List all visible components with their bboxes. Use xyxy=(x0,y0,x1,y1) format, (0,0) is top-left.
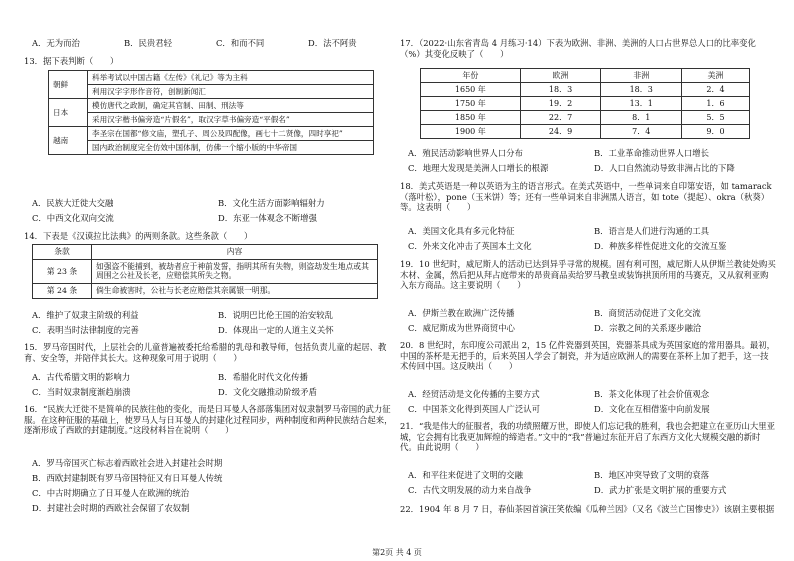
q20-stem: 20．8 世纪时，东印度公司派出 2，15 亿件瓷器到英国，瓷器茶具成为英国家庭的常用器具。最初，中国的茶杯是无把手的，后来英国人学会了制瓷，并为适应欧洲人的需要在茶杯上加了把手，这一技术传回中国。这反映出（ ） xyxy=(400,340,775,371)
q18-option-d: D．种族多样性促进文化的交流互鉴 xyxy=(594,241,727,251)
q17-option-d: D．人口自然流动导致非洲占比的下降 xyxy=(594,163,735,173)
table-cell: 1900 年 xyxy=(421,125,521,139)
q20-option-a: A．经贸活动是文化传播的主要方式 xyxy=(408,389,540,399)
table-header: 内容 xyxy=(92,245,378,260)
q19-option-c: C．威尼斯成为世界商贸中心 xyxy=(408,323,515,333)
q21-option-c: C．古代文明发展的动力来自战争 xyxy=(408,485,532,495)
q20-option-d: D．文化在互相借鉴中向前发展 xyxy=(594,404,710,414)
q20-option-c: C．中国茶文化得到英国人广泛认可 xyxy=(408,404,541,414)
q20-options-cd xyxy=(408,404,780,415)
q14-table xyxy=(32,244,378,299)
q14-option-b: B．说明巴比伦王国的治安较乱 xyxy=(218,310,334,320)
table-cell: 9．0 xyxy=(682,125,750,139)
q21-option-d: D．武力扩张是文明扩展的重要方式 xyxy=(594,485,727,495)
q17-option-b: B．工业革命推动世界人口增长 xyxy=(594,148,710,158)
q14-options-cd xyxy=(32,325,404,336)
q20-option-b: B．茶文化体现了社会价值观念 xyxy=(594,389,710,399)
table-cell: 采用汉字楷书偏旁造“片假名”，取汉字草书偏旁造“平假名” xyxy=(88,113,374,127)
content-cell: 如强盗不能捕到，被劫者应于神前发誓，指明其所有失物，则盗劫发生地点或其周围之公社及长老，应赔偿其所失之物。 xyxy=(92,259,378,283)
table-header: 欧洲 xyxy=(520,69,601,83)
q17-option-c: C．地理大发现是美洲人口增长的根源 xyxy=(408,163,549,173)
q18-option-b: B．语言是人们进行沟通的工具 xyxy=(594,226,710,236)
q15-option-c: C．当时奴隶制度渐趋崩溃 xyxy=(32,387,131,397)
q17-table xyxy=(420,68,750,139)
table-cell: 李圣宗在国都“修文庙，塑孔子、周公及四配像，画七十二贤像，四时享祀” xyxy=(88,127,374,141)
q15-options-cd xyxy=(32,387,404,398)
table-cell: 科举考试以中国古籍《左传》《礼记》等为主科 xyxy=(88,71,374,85)
q16-option-d: D．封建社会时期的西欧社会保留了农奴制 xyxy=(32,503,190,513)
q12-options xyxy=(32,38,400,49)
table-cell: 5．5 xyxy=(682,111,750,125)
q13-options-ab xyxy=(32,198,404,209)
q18-option-a: A．美国文化具有多元化特征 xyxy=(408,226,515,236)
table-header: 年份 xyxy=(421,69,521,83)
q18-option-c: C．外来文化冲击了英国本土文化 xyxy=(408,241,532,251)
table-cell: 19．2 xyxy=(520,97,601,111)
q12-option-b: B．民贵君轻 xyxy=(124,38,173,48)
q13-option-b: B．文化生活方面影响辐射力 xyxy=(218,198,325,208)
q21-option-b: B．地区冲突导致了文明的衰落 xyxy=(594,470,710,480)
q15-option-a: A．古代希腊文明的影响力 xyxy=(32,372,131,382)
q22-stem: 22．1904 年 8 月 7 日，春仙茶园首演汪笑侬编《瓜种兰因》（又名《波兰亡国惨史》）该剧主要根据 xyxy=(400,504,775,514)
table-cell: 24．9 xyxy=(520,125,601,139)
q21-options-ab xyxy=(408,470,780,481)
table-header: 非洲 xyxy=(601,69,682,83)
q17-options-cd xyxy=(408,163,780,174)
q16-option-a: A．罗马帝国灭亡标志着西欧社会进入封建社会时期 xyxy=(32,458,223,468)
q17-stem: 17．（2022·山东省青岛 4 月练习·14）下表为欧洲、非洲、美洲的人口占世界总人口的比率变化（%）其变化反映了（ ） xyxy=(400,38,756,59)
table-cell: 7．4 xyxy=(601,125,682,139)
table-cell: 1650 年 xyxy=(421,83,521,97)
q15-option-d: D．文化交融推动阶级矛盾 xyxy=(218,387,317,397)
q16-option-b: B．西欧封建制既有罗马帝国特征又有日耳曼人传统 xyxy=(32,473,223,483)
q19-stem: 19．10 世纪时，威尼斯人的活动已达到异乎寻常的规模。固有利可图，威尼斯人从伊斯兰教徒处购买木材、金属，然后把从拜占庭带来的昂贵商品卖给罗马教皇或装饰拱顶所用的马赛克，又从叙利亚购入东方商品。这主要说明（ ） xyxy=(400,259,776,290)
q17-options-ab xyxy=(408,148,780,159)
q13-table xyxy=(48,70,374,155)
country-cell: 越南 xyxy=(49,127,88,155)
q20-options-ab xyxy=(408,389,780,400)
q13-stem: 13．据下表判断（ ） xyxy=(24,56,119,66)
table-cell: 模仿唐代之政制，确定其官制、田制、刑法等 xyxy=(88,99,374,113)
q14-option-d: D．体现出一定的人道主义关怀 xyxy=(218,325,334,335)
q16-stem: 16．“民族大迁徙不是简单的民族往他的变化，而是日耳曼人各部落集团对奴隶制罗马帝国的武力征服。在这种征服的基础上，使罗马人与日耳曼人的封建化过程同步，两种制度和两种民族结合起来，逐渐形成了西欧的封建制度。”这段材料旨在说明（ ） xyxy=(24,404,393,435)
q13-option-a: A．民族大迁徙大交融 xyxy=(32,198,114,208)
q18-options-cd xyxy=(408,241,780,252)
q16-option-c: C．中古时期确立了日耳曼人在欧洲的统治 xyxy=(32,488,190,498)
q21-options-cd xyxy=(408,485,780,496)
q12-option-c: C．和而不同 xyxy=(216,38,265,48)
q19-options-ab xyxy=(408,308,780,319)
q12-option-d: D．法不阿贵 xyxy=(308,38,357,48)
q19-option-a: A．伊斯兰教在欧洲广泛传播 xyxy=(408,308,515,318)
page-footer: 第2页 共 4 页 xyxy=(372,548,422,557)
table-header: 条款 xyxy=(33,245,92,260)
q14-option-c: C．表明当时法律制度的完善 xyxy=(32,325,139,335)
q19-options-cd xyxy=(408,323,780,334)
country-cell: 日本 xyxy=(49,99,88,127)
q21-stem: 21．“我是伟大的征服者，我的功绩照耀万世，即使人们忘记我的胜利，我也会把建立在亚历山大里亚城，它会拥有比我更加辉煌的缔造者。”文中的“我”普遍过东征开启了东西方文化大规模交融的新时代。由此说明（ ） xyxy=(400,421,776,452)
q14-options-ab xyxy=(32,310,404,321)
q13-option-d: D．东亚一体观念不断增强 xyxy=(218,213,317,223)
table-cell: 1．6 xyxy=(682,97,750,111)
q18-options-ab xyxy=(408,226,780,237)
q14-stem: 14．下表是《汉谟拉比法典》的两则条款。这些条款（ ） xyxy=(24,231,253,241)
table-cell: 8．1 xyxy=(601,111,682,125)
table-cell: 1850 年 xyxy=(421,111,521,125)
table-cell: 国内政治制度完全仿效中国体制，仿佛一个缩小版的中华帝国 xyxy=(88,141,374,155)
clause-cell: 第 23 条 xyxy=(33,259,92,283)
table-cell: 22．7 xyxy=(520,111,601,125)
q17-option-a: A．殖民活动影响世界人口分布 xyxy=(408,148,523,158)
q12-option-a: A．无为而治 xyxy=(32,38,80,48)
q15-option-b: B．希腊化时代文化传播 xyxy=(218,372,308,382)
table-cell: 利用汉字字形作音符，创制新闻汇 xyxy=(88,85,374,99)
table-cell: 18．3 xyxy=(601,83,682,97)
table-header: 美洲 xyxy=(682,69,750,83)
table-cell: 2．4 xyxy=(682,83,750,97)
q21-option-a: A．和平往来促进了文明的交融 xyxy=(408,470,523,480)
q15-stem: 15．罗马帝国时代，上层社会的儿童普遍被委托给希腊的乳母和教导师，包括负责儿童的起居、教育、安全等，并陪伴其长大。这种现象可用于说明（ ） xyxy=(24,342,387,363)
q13-option-c: C．中西文化双向交流 xyxy=(32,213,114,223)
q19-option-b: B．商贸活动促进了文化交流 xyxy=(594,308,701,318)
q15-options-ab xyxy=(32,372,404,383)
q13-options-cd xyxy=(32,213,404,224)
content-cell: 倘生命被害时，公社与长老应赔偿其亲属银一明那。 xyxy=(92,284,378,299)
table-cell: 13．1 xyxy=(601,97,682,111)
clause-cell: 第 24 条 xyxy=(33,284,92,299)
q18-stem: 18．美式英语是一种以英语为主的语言形式。在美式英语中，一些单词来自印第安语，如 tamarack（落叶松），pone（玉米饼）等；还有一些单词来自非洲黑人语言，如 tote（提起）、okra（秋葵）等。这表明（ ） xyxy=(400,181,772,212)
q14-option-a: A．维护了奴隶主阶级的利益 xyxy=(32,310,139,320)
q19-option-d: D．宗教之间的关系逐步融洽 xyxy=(594,323,702,333)
country-cell: 朝鲜 xyxy=(49,71,88,99)
table-cell: 1750 年 xyxy=(421,97,521,111)
table-cell: 18．3 xyxy=(520,83,601,97)
